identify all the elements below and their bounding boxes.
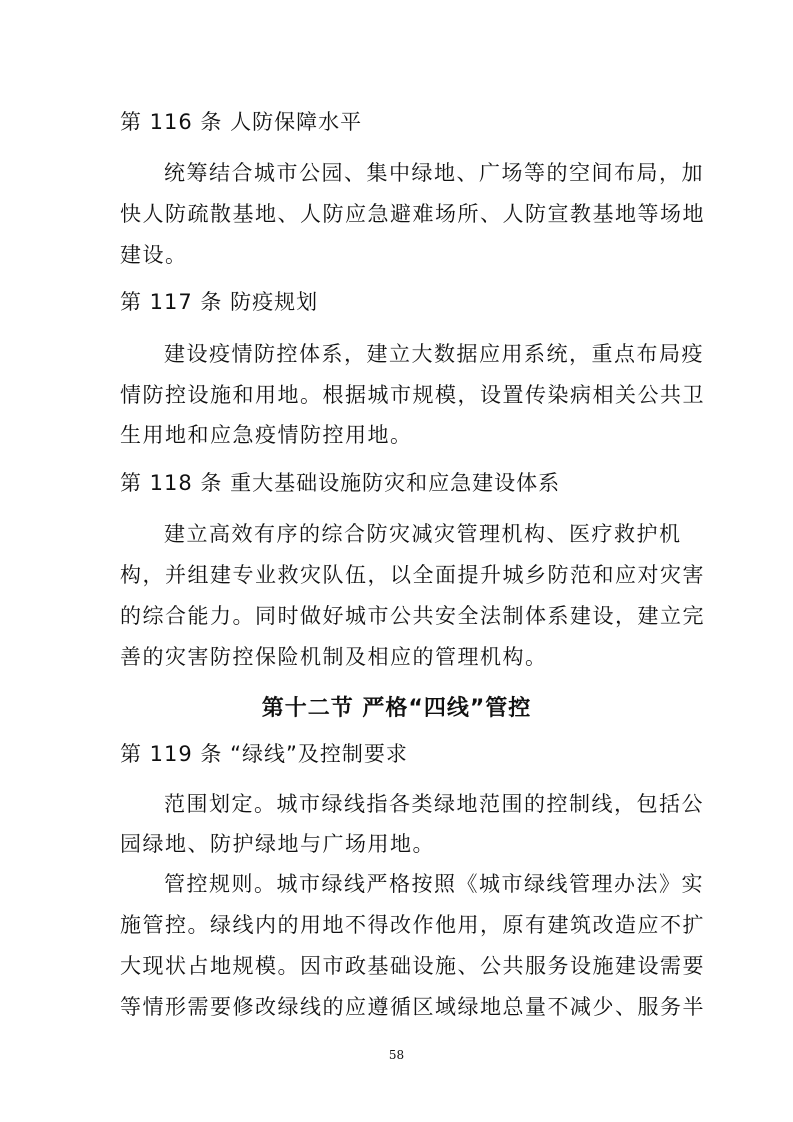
article-118-line-3: 的综合能力。同时做好城市公共安全法制体系建设，建立完 [120,604,705,628]
article-116-line-3: 建设。 [120,243,188,267]
article-116-line-2: 快人防疏散基地、人防应急避难场所、人防宣教基地等场地 [120,202,705,226]
article-119-line-1: 范围划定。城市绿线指各类绿地范围的控制线，包括公 [164,792,704,816]
article-118-title: 第 118 条 重大基础设施防灾和应急建设体系 [120,471,561,495]
article-118-line-4: 善的灾害防控保险机制及相应的管理机构。 [120,645,548,669]
article-119-line-6: 等情形需要修改绿线的应遵循区域绿地总量不减少、服务半 [120,995,705,1019]
article-117-title: 第 117 条 防疫规划 [120,290,319,314]
article-117-line-3: 生用地和应急疫情防控用地。 [120,423,413,447]
article-116-title: 第 116 条 人防保障水平 [120,110,363,134]
article-117-line-1: 建设疫情防控体系，建立大数据应用系统，重点布局疫 [164,342,704,366]
article-119-line-3: 管控规则。城市绿线严格按照《城市绿线管理办法》实 [164,872,704,896]
article-119-line-2: 园绿地、防护绿地与广场用地。 [120,832,435,856]
article-118-line-1: 建立高效有序的综合防灾减灾管理机构、医疗救护机 [164,522,682,546]
article-119-line-5: 大现状占地规模。因市政基础设施、公共服务设施建设需要 [120,954,705,978]
article-117-line-2: 情防控设施和用地。根据城市规模，设置传染病相关公共卫 [120,383,705,407]
page-number: 58 [388,1048,405,1062]
article-119-line-4: 施管控。绿线内的用地不得改作他用，原有建筑改造应不扩 [120,913,705,937]
section-title: 第十二节 严格“四线”管控 [261,696,532,721]
article-118-line-2: 构，并组建专业救灾队伍，以全面提升城乡防范和应对灾害 [120,563,705,587]
article-116-line-1: 统筹结合城市公园、集中绿地、广场等的空间布局，加 [164,161,704,185]
article-119-title: 第 119 条 “绿线”及控制要求 [120,742,408,766]
